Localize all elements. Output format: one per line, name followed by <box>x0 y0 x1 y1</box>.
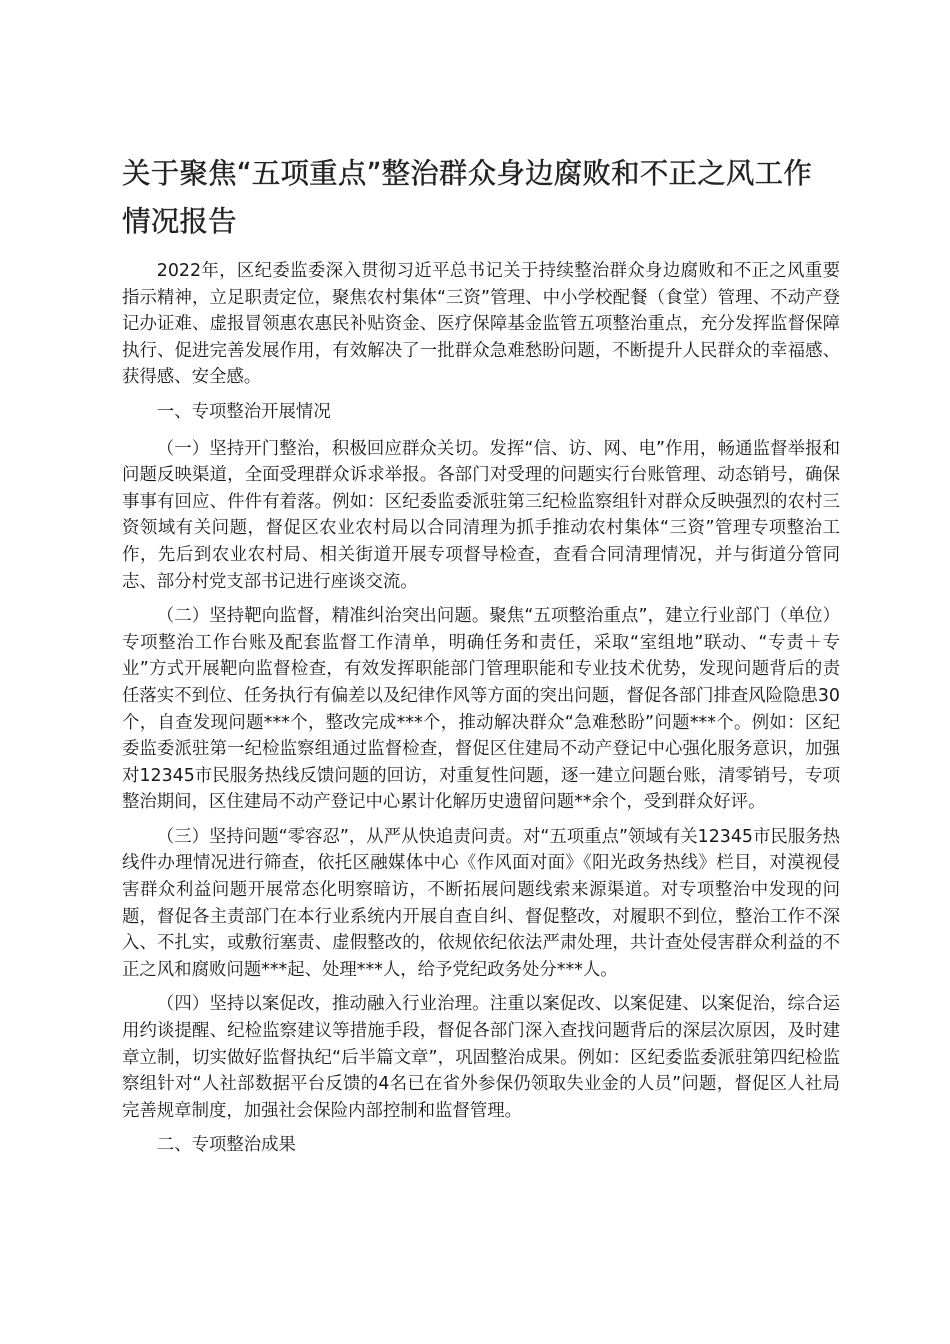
section-1-item-1: （一）坚持开门整治，积极回应群众关切。发挥“信、访、网、电”作用，畅通监督举报和问题反映渠道，全面受理群众诉求举报。各部门对受理的问题实行台账管理、动态销号，确保事事有回应、件件有着落。例如：区纪委监委派驻第三纪检监察组针对群众反映强烈的农村三资领域有关问题，督促区农业农村局以合同清理为抓手推动农村集体“三资”管理专项整治工作，先后到农业农村局、相关街道开展专项督导检查，查看合同清理情况，并与街道分管同志、部分村党支部书记进行座谈交流。 <box>122 438 840 592</box>
section-heading-1: 一、专项整治开展情况 <box>156 401 331 422</box>
intro-paragraph: 2022年，区纪委监委深入贯彻习近平总书记关于持续整治群众身边腐败和不正之风重要指示精神，立足职责定位，聚焦农村集体“三资”管理、中小学校配餐（食堂）管理、不动产登记办证难、虚报冒领惠农惠民补贴资金、医疗保障基金监管五项整治重点，充分发挥监督保障执行、促进完善发展作用，有效解决了一批群众急难愁盼问题，不断提升人民群众的幸福感、获得感、安全感。 <box>122 261 840 388</box>
section-1-item-4: （四）坚持以案促改，推动融入行业治理。注重以案促改、以案促建、以案促治，综合运用约谈提醒、纪检监察建议等措施手段，督促各部门深入查找问题背后的深层次原因，及时建章立制，切实做好监督执纪“后半篇文章”，巩固整治成果。例如：区纪委监委派驻第四纪检监察组针对“人社部数据平台反馈的4名已在省外参保仍领取失业金的人员”问题，督促区人社局完善规章制度，加强社会保险内部控制和监督管理。 <box>122 994 840 1121</box>
document-title: 关于聚焦“五项重点”整治群众身边腐败和不正之风工作情况报告 <box>122 157 813 238</box>
section-heading-2: 二、专项整治成果 <box>156 1135 296 1156</box>
section-1-item-2: （二）坚持靶向监督，精准纠治突出问题。聚焦“五项整治重点”，建立行业部门（单位）专项整治工作台账及配套监督工作清单，明确任务和责任，采取“室组地”联动、“专责＋专业”方式开展靶向监督检查，有效发挥职能部门管理职能和专业技术优势，发现问题背后的责任落实不到位、任务执行有偏差以及纪律作风等方面的突出问题，督促各部门排查风险隐患30个，自查发现问题***个，整改完成***个，推动解决群众“急难愁盼”问题***个。例如：区纪委监委派驻第一纪检监察组通过监督检查，督促区住建局不动产登记中心强化服务意识，加强对12345市民服务热线反馈问题的回访，对重复性问题，逐一建立问题台账，清零销号，专项整治期间，区住建局不动产登记中心累计化解历史遗留问题**余个，受到群众好评。 <box>122 606 840 813</box>
section-1-item-3: （三）坚持问题“零容忍”，从严从快追责问责。对“五项重点”领域有关12345市民服务热线件办理情况进行筛查，依托区融媒体中心《作风面对面》《阳光政务热线》栏目，对漠视侵害群众利益问题开展常态化明察暗访，不断拓展问题线索来源渠道。对专项整治中发现的问题，督促各主责部门在本行业系统内开展自查自纠、督促整改，对履职不到位，整治工作不深入、不扎实，或敷衍塞责、虚假整改的，依规依纪依法严肃处理，共计查处侵害群众利益的不正之风和腐败问题***起、处理***人，给予党纪政务处分***人。 <box>122 826 840 980</box>
document-page <box>122 150 840 1169</box>
